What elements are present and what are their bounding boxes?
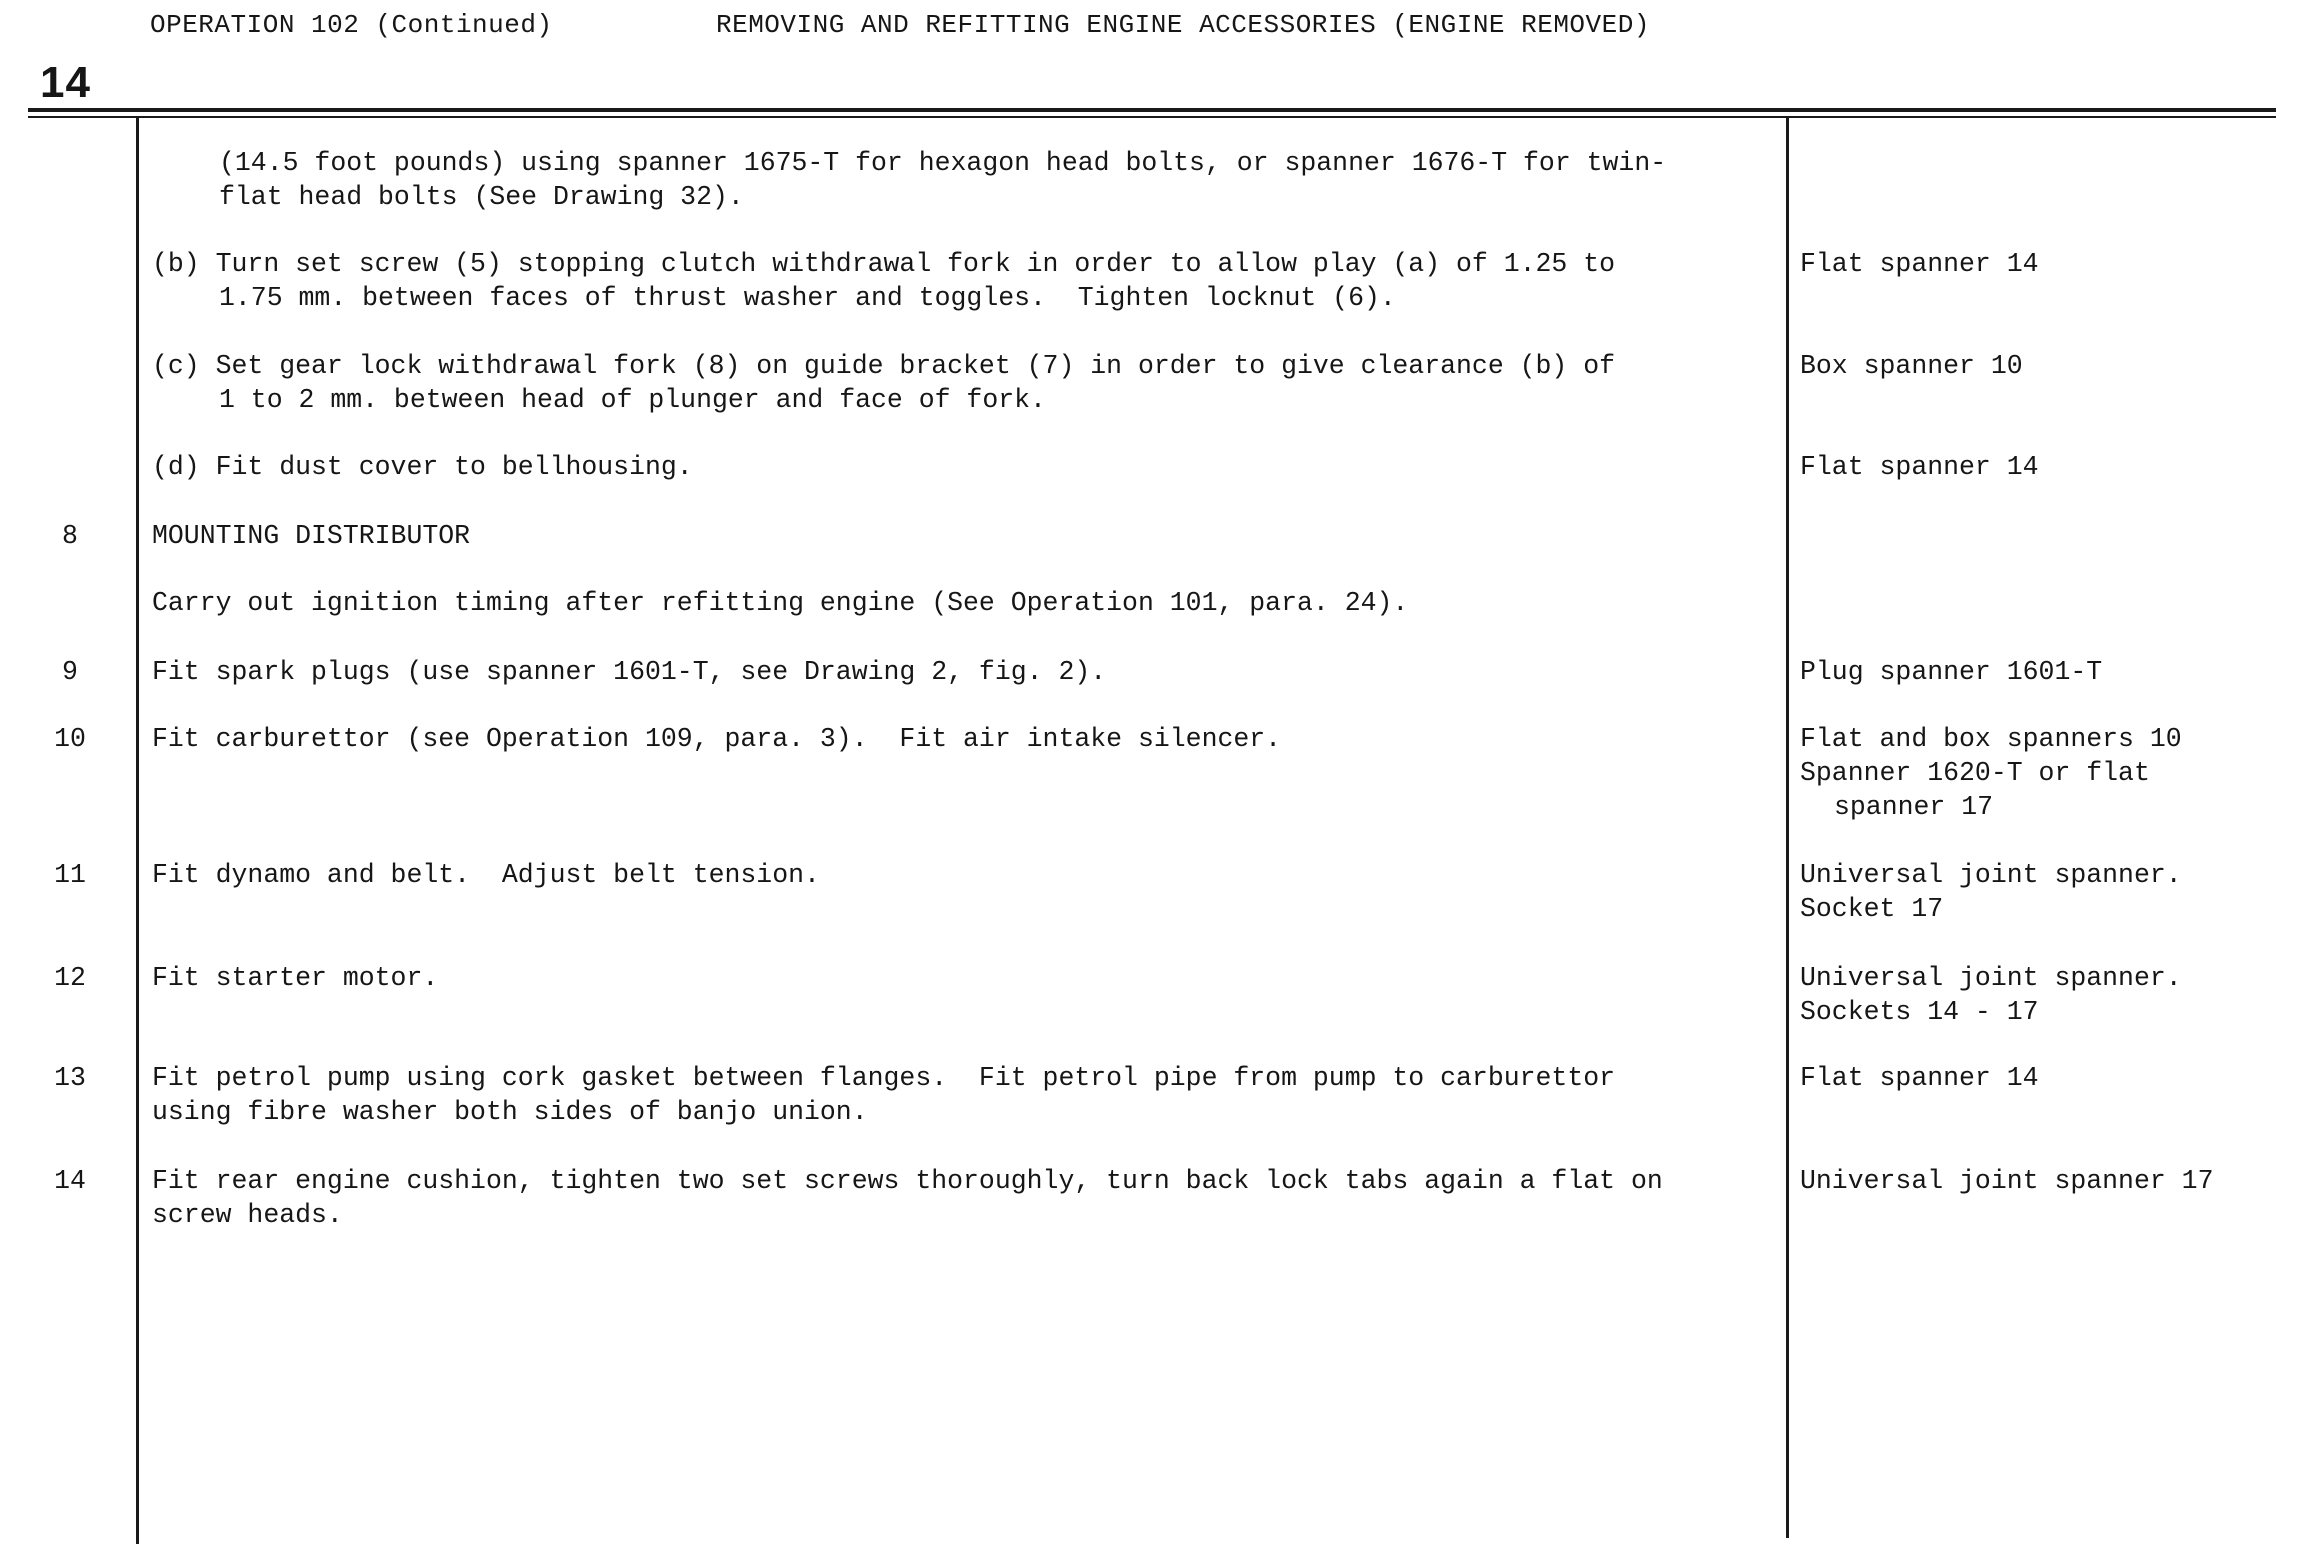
instruction-text [152,1061,1752,1129]
tool-line: Flat spanner 14 [1800,1063,2039,1093]
tools-cell [1800,1164,2280,1198]
instruction-line: (d) Fit dust cover to bellhousing. [152,452,693,482]
tools-cell [1800,450,2280,484]
instruction-line: screw heads. [152,1200,343,1230]
tool-line: Plug spanner 1601-T [1800,657,2103,687]
instruction-line: 1 to 2 mm. between head of plunger and face of fork. [219,385,1046,415]
instruction-text [152,586,1752,620]
header-rule [28,108,2276,112]
instruction-line: Fit dynamo and belt. Adjust belt tension. [152,860,820,890]
instruction-text [152,450,1752,484]
instruction-line: using fibre washer both sides of banjo union. [152,1097,868,1127]
tools-cell [1800,858,2280,926]
instruction-line: (c) Set gear lock withdrawal fork (8) on guide bracket (7) in order to give clearance (b) of [152,351,1616,381]
instruction-line: Carry out ignition timing after refitting engine (See Operation 101, para. 24). [152,588,1409,618]
step-number: 14 [54,1166,86,1196]
instruction-line: Fit rear engine cushion, tighten two set screws thoroughly, turn back lock tabs again a flat on [152,1166,1663,1196]
instruction-line: Fit carburettor (see Operation 109, para. 3). Fit air intake silencer. [152,724,1282,754]
step-number: 8 [62,521,78,551]
instruction-text [152,722,1752,756]
right-column-divider [1786,118,1789,1538]
tool-line: Universal joint spanner 17 [1800,1166,2214,1196]
tool-line: Universal joint spanner. [1800,963,2182,993]
instruction-line: Fit starter motor. [152,963,439,993]
instruction-line: Fit petrol pump using cork gasket between flanges. Fit petrol pipe from pump to carburettor [152,1063,1616,1093]
instruction-text [152,1164,1752,1232]
step-number: 12 [54,963,86,993]
page-number: 14 [40,58,91,107]
step-number: 10 [54,724,86,754]
instruction-text [152,349,1752,417]
instruction-text [152,655,1752,689]
step-number: 9 [62,657,78,687]
instruction-text [152,519,1752,553]
tool-line: Flat spanner 14 [1800,452,2039,482]
instruction-text [152,247,1752,315]
instruction-text [152,858,1752,892]
tools-cell [1800,655,2280,689]
tools-cell [1800,722,2280,824]
instruction-line: (b) Turn set screw (5) stopping clutch withdrawal fork in order to allow play (a) of 1.25 to [152,249,1616,279]
tool-line: Box spanner 10 [1800,351,2023,381]
tool-line: Flat and box spanners 10 [1800,724,2182,754]
instruction-line: 1.75 mm. between faces of thrust washer and toggles. Tighten locknut (6). [219,283,1396,313]
operation-header: OPERATION 102 (Continued) [150,10,553,40]
step-number: 13 [54,1063,86,1093]
tool-line: spanner 17 [1834,792,1994,822]
instruction-line: flat head bolts (See Drawing 32). [219,182,744,212]
left-column-divider [136,118,139,1544]
instruction-text [219,146,1819,214]
instruction-line: Fit spark plugs (use spanner 1601-T, see Drawing 2, fig. 2). [152,657,1107,687]
tools-cell [1800,1061,2280,1095]
tool-line: Sockets 14 - 17 [1800,997,2039,1027]
tool-line: Flat spanner 14 [1800,249,2039,279]
section-title: REMOVING AND REFITTING ENGINE ACCESSORIES (ENGINE REMOVED) [716,10,1650,40]
tool-line: Universal joint spanner. [1800,860,2182,890]
instruction-text [152,961,1752,995]
header-rule-thin [28,116,2276,118]
tools-cell [1800,961,2280,1029]
tools-cell [1800,247,2280,281]
tool-line: Spanner 1620-T or flat [1800,758,2150,788]
tool-line: Socket 17 [1800,894,1944,924]
instruction-line: (14.5 foot pounds) using spanner 1675-T for hexagon head bolts, or spanner 1676-T for twin- [219,148,1667,178]
step-number: 11 [54,860,86,890]
tools-cell [1800,349,2280,383]
section-heading: MOUNTING DISTRIBUTOR [152,521,471,551]
